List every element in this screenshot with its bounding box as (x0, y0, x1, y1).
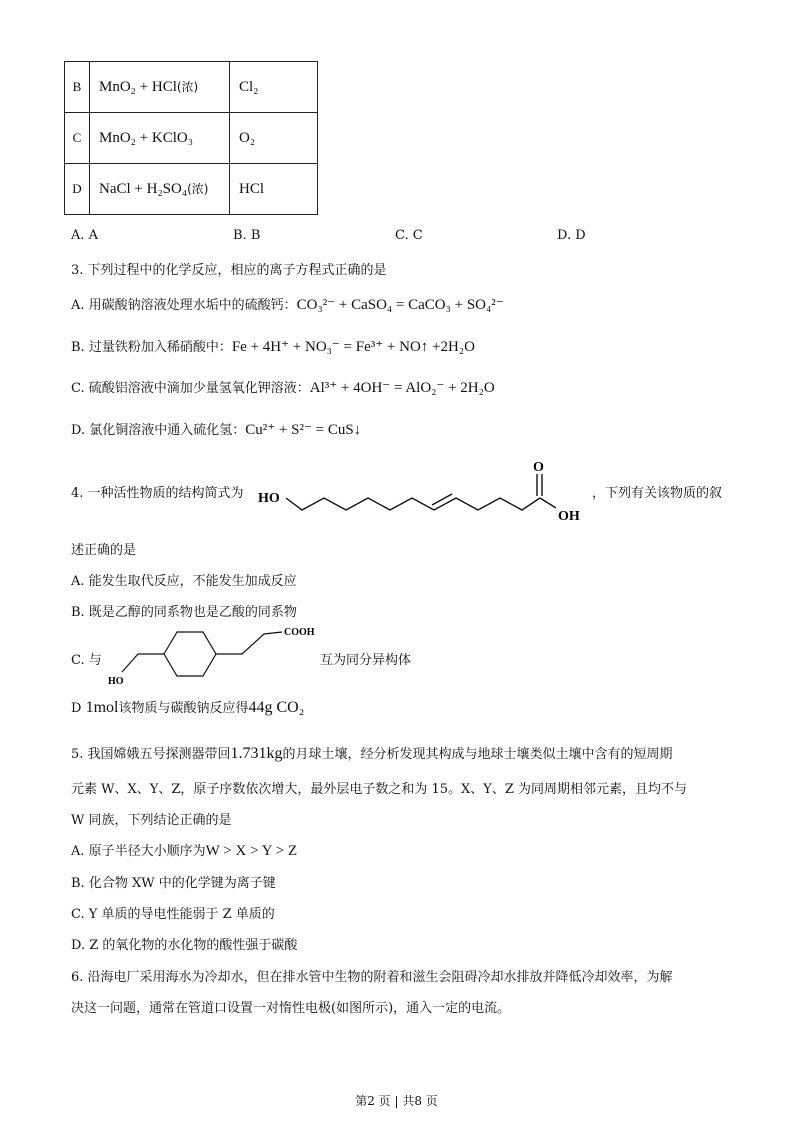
row-reactant: NaCl + H₂SO₄(浓) (90, 164, 230, 215)
q3-c-equation: Al³⁺ + 4OH⁻ = AlO₂⁻ + 2H₂O (309, 380, 495, 396)
q5-line2: 元素 W、X、Y、Z，原子序数依次增大，最外层电子数之和为 15。X、Y、Z 为同周期相邻元素，且均不与 (71, 782, 688, 797)
q4-option-b: B. 既是乙醇的同系物也是乙酸的同系物 (71, 605, 297, 620)
q3-a-equation: CO₃²⁻ + CaSO₄ = CaCO₃ + SO₄²⁻ (296, 297, 504, 313)
q3-option-b: B. 过量铁粉加入稀硝酸中：Fe + 4H⁺ + NO₃⁻ = Fe³⁺ + NO↑ +2H₂O (71, 339, 475, 355)
q5-line3: W 同族，下列结论正确的是 (71, 813, 232, 828)
q3-option-d: D. 氯化铜溶液中通入硫化氢：Cu²⁺ + S²⁻ = CuS↓ (71, 422, 362, 438)
reaction-table (64, 61, 318, 215)
table-row (65, 62, 318, 113)
q5-line1: 5. 我国嫦娥五号探测器带回1.731kg的月球土壤，经分析发现其构成与地球士壤类似土壤中含有的短周期 (71, 745, 673, 762)
side-chain-right (216, 632, 282, 654)
row-letter: D (65, 164, 90, 215)
q4-option-d: D 1mol该物质与碳酸钠反应得44g CO₂ (71, 699, 305, 716)
q3-d-equation: Cu²⁺ + S²⁻ = CuS↓ (245, 422, 362, 438)
table-row (65, 164, 318, 215)
page-footer: 第2 页 | 共8 页 (355, 1094, 438, 1108)
q4-stem-a: 4. 一种活性物质的结构简式为 (71, 486, 244, 501)
q5-option-c: C. Y 单质的导电性能弱于 Z 单质的 (71, 907, 275, 922)
q4-option-c-post: 互为同分异构体 (320, 653, 412, 668)
q5-option-a: A. 原子半径大小顺序为W > X > Y > Z (71, 843, 298, 859)
table-row (65, 113, 318, 164)
hydroxyl-bond (540, 498, 556, 508)
q4-option-a: A. 能发生取代反应，不能发生加成反应 (71, 574, 297, 589)
double-bond-line (432, 494, 452, 505)
row-letter: B (65, 62, 90, 113)
row-product: O₂ (230, 113, 318, 164)
q3-b-equation: Fe + 4H⁺ + NO₃⁻ = Fe³⁺ + NO↑ +2H₂O (231, 339, 475, 355)
side-chain-left (122, 654, 164, 672)
row-product: HCl (230, 164, 318, 215)
q3-option-c: C. 硫酸铝溶液中滴加少量氢氧化钾溶液：Al³⁺ + 4OH⁻ = AlO₂⁻ + 2H₂O (71, 380, 495, 396)
row-reactant: MnO₂ + KClO₃ (90, 113, 230, 164)
q4-stem-b: ，下列有关该物质的叙 (592, 486, 723, 501)
isomer-structure-diagram (104, 620, 324, 686)
cooh-label: COOH (284, 627, 315, 638)
q5-option-b: B. 化合物 XW 中的化学键为离子键 (71, 876, 276, 891)
ho-label: HO (108, 676, 124, 686)
q2-option-d: D. D (557, 228, 586, 243)
q2-option-c: C. C (395, 228, 423, 243)
q2-option-b: B. B (233, 228, 261, 243)
struct-ho-label: HO (258, 491, 280, 506)
struct-oh-label: OH (558, 509, 580, 524)
q4-stem-c: 述正确的是 (71, 543, 137, 558)
carbon-chain (286, 498, 540, 510)
q6-line1: 6. 沿海电厂采用海水为冷却水，但在排水管中生物的附着和滋生会阻碍冷却水排放并降低冷却效率，为解 (71, 970, 673, 985)
struct-o-label: O (533, 460, 544, 475)
q3-stem: 3. 下列过程中的化学反应，相应的离子方程式正确的是 (71, 263, 387, 278)
q2-option-a: A. A (71, 228, 99, 243)
q6-line2: 决这一问题，通常在管道口设置一对惰性电极(如图所示)，通入一定的电流。 (71, 1001, 511, 1016)
structure-formula-diagram (258, 458, 588, 526)
row-letter: C (65, 113, 90, 164)
row-product: Cl₂ (230, 62, 318, 113)
q4-option-c-pre: C. 与 (71, 653, 102, 668)
q5-option-d: D. Z 的氧化物的水化物的酸性强于碳酸 (71, 938, 298, 953)
cyclohexane-ring (164, 632, 216, 676)
row-reactant: MnO₂ + HCl(浓) (90, 62, 230, 113)
q3-option-a: A. 用碳酸钠溶液处理水垢中的硫酸钙：CO₃²⁻ + CaSO₄ = CaCO₃ + SO₄²⁻ (71, 297, 504, 313)
